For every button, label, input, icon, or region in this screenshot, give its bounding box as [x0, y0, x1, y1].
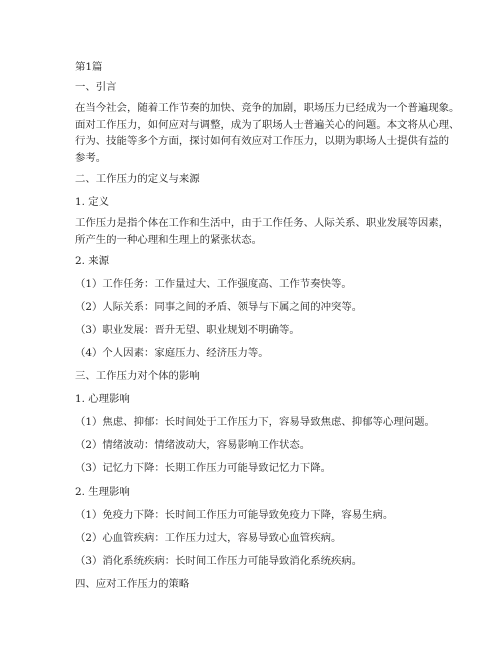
section-heading-impact: 三、工作压力对个体的影响: [75, 370, 200, 382]
list-item: （4）个人因素：家庭压力、经济压力等。: [75, 347, 269, 359]
section-heading-intro: 一、引言: [75, 81, 117, 93]
intro-line: 在当今社会，随着工作节奏的加快、竞争的加剧，职场压力已经成为一个普遍现象。: [75, 102, 460, 114]
list-item: （1）免疫力下降：长时间工作压力可能导致免疫力下降，容易生病。: [75, 509, 394, 521]
list-item: （2）情绪波动：情绪波动大，容易影响工作状态。: [75, 439, 311, 451]
list-item: （1）焦虑、抑郁：长时间处于工作压力下，容易导致焦虑、抑郁等心理问题。: [75, 416, 435, 428]
list-item: （3）职业发展：晋升无望、职业规划不明确等。: [75, 324, 300, 336]
subheading-psychological: 1. 心理影响: [75, 393, 130, 405]
intro-line: 面对工作压力，如何应对与调整，成为了职场人士普遍关心的问题。本文将从心理、: [75, 118, 460, 131]
list-item: （2）心血管疾病：工作压力过大，容易导致心血管疾病。: [75, 532, 342, 544]
intro-line: 行为、技能等多个方面，探讨如何有效应对工作压力，以期为职场人士提供有益的: [75, 135, 450, 147]
intro-paragraph: [75, 100, 460, 166]
definition-paragraph: [75, 215, 450, 248]
part-label: 第1篇: [75, 61, 103, 73]
list-item: （3）记忆力下降：长期工作压力可能导致记忆力下降。: [75, 462, 331, 474]
definition-line: 工作压力是指个体在工作和生活中，由于工作任务、人际关系、职业发展等因素，: [75, 217, 450, 229]
subheading-definition: 1. 定义: [75, 196, 109, 208]
list-item: （2）人际关系：同事之间的矛盾、领导与下属之间的冲突等。: [75, 301, 363, 313]
subheading-physiological: 2. 生理影响: [75, 486, 130, 498]
section-heading-strategies: 四、应对工作压力的策略: [75, 578, 190, 590]
subheading-source: 2. 来源: [75, 255, 109, 267]
list-item: （3）消化系统疾病：长时间工作压力可能导致消化系统疾病。: [75, 555, 363, 567]
intro-line: 参考。: [75, 151, 107, 164]
definition-line: 所产生的一种心理和生理上的紧张状态。: [75, 233, 263, 246]
list-item: （1）工作任务：工作量过大、工作强度高、工作节奏快等。: [75, 278, 352, 290]
section-heading-definition-source: 二、工作压力的定义与来源: [75, 173, 200, 185]
